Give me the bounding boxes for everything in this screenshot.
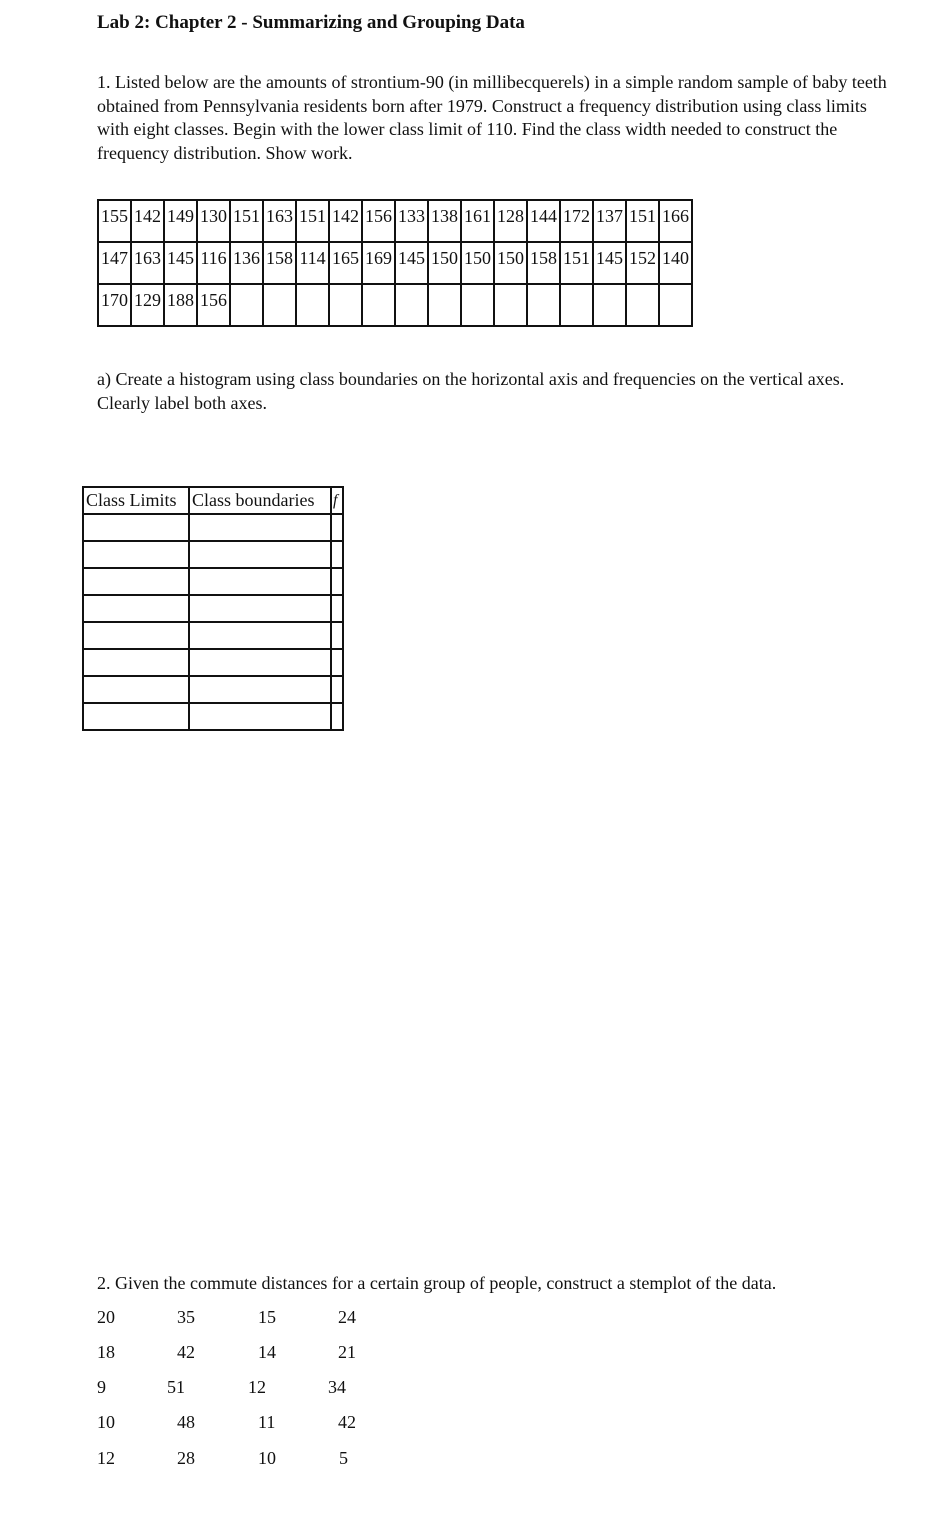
data-cell: 145 — [395, 242, 428, 284]
data-cell — [428, 284, 461, 326]
commute-distance-value: 21 — [338, 1342, 356, 1362]
data-cell: 145 — [164, 242, 197, 284]
page-title: Lab 2: Chapter 2 - Summarizing and Grouping Data — [97, 12, 525, 33]
frequency-table-cell — [83, 541, 189, 568]
commute-distance-value: 48 — [177, 1412, 195, 1432]
commute-distance-value: 24 — [338, 1307, 356, 1327]
data-row — [98, 242, 692, 284]
frequency-table-row — [83, 703, 343, 730]
data-cell: 147 — [98, 242, 131, 284]
header-class-boundaries: Class boundaries — [189, 487, 331, 514]
frequency-table-cell — [83, 514, 189, 541]
frequency-table-cell — [331, 541, 343, 568]
data-cell — [296, 284, 329, 326]
frequency-table-row — [83, 649, 343, 676]
data-cell — [395, 284, 428, 326]
data-cell: 133 — [395, 200, 428, 242]
frequency-table-row — [83, 568, 343, 595]
data-cell: 151 — [560, 242, 593, 284]
frequency-table-cell — [83, 703, 189, 730]
data-cell: 137 — [593, 200, 626, 242]
data-cell — [560, 284, 593, 326]
frequency-table-cell — [331, 676, 343, 703]
data-cell: 114 — [296, 242, 329, 284]
commute-distance-value: 42 — [177, 1342, 195, 1362]
commute-distance-value: 35 — [177, 1307, 195, 1327]
data-cell: 170 — [98, 284, 131, 326]
header-class-limits: Class Limits — [83, 487, 189, 514]
data-cell — [329, 284, 362, 326]
frequency-table-cell — [331, 568, 343, 595]
data-cell: 172 — [560, 200, 593, 242]
data-cell: 163 — [263, 200, 296, 242]
frequency-table-row — [83, 541, 343, 568]
data-cell — [527, 284, 560, 326]
question-1a-text: a) Create a histogram using class boundaries on the horizontal axis and frequencies on the vertical axes. Clearly label both axes. — [97, 369, 845, 413]
commute-distance-value: 12 — [248, 1377, 266, 1397]
data-cell: 156 — [197, 284, 230, 326]
data-cell: 152 — [626, 242, 659, 284]
data-cell: 116 — [197, 242, 230, 284]
data-row — [98, 200, 692, 242]
data-row — [98, 284, 692, 326]
data-cell: 128 — [494, 200, 527, 242]
data-cell: 166 — [659, 200, 692, 242]
question-2-text: 2. Given the commute distances for a certain group of people, construct a stemplot of the data. — [97, 1273, 777, 1293]
frequency-table-row — [83, 595, 343, 622]
frequency-table-row — [83, 676, 343, 703]
data-cell: 145 — [593, 242, 626, 284]
data-cell: 140 — [659, 242, 692, 284]
frequency-table-cell — [83, 649, 189, 676]
commute-distance-value: 10 — [97, 1412, 115, 1432]
frequency-table-cell — [331, 649, 343, 676]
data-cell: 136 — [230, 242, 263, 284]
data-cell — [626, 284, 659, 326]
data-cell: 155 — [98, 200, 131, 242]
frequency-table-cell — [189, 541, 331, 568]
strontium-data-table — [97, 199, 693, 327]
frequency-table-cell — [331, 595, 343, 622]
data-cell: 151 — [296, 200, 329, 242]
commute-distance-value: 12 — [97, 1448, 115, 1468]
frequency-table-cell — [331, 622, 343, 649]
data-cell: 165 — [329, 242, 362, 284]
commute-distance-value: 10 — [258, 1448, 276, 1468]
data-cell: 142 — [329, 200, 362, 242]
data-cell: 158 — [263, 242, 296, 284]
frequency-table-cell — [189, 622, 331, 649]
data-cell — [230, 284, 263, 326]
frequency-table-cell — [331, 703, 343, 730]
frequency-table-cell — [83, 595, 189, 622]
data-cell: 150 — [494, 242, 527, 284]
data-cell: 142 — [131, 200, 164, 242]
commute-distance-value: 20 — [97, 1307, 115, 1327]
question-1-text: 1. Listed below are the amounts of strontium-90 (in millibecquerels) in a simple random sample of baby teeth obtained from Pennsylvania residents born after 1979. Construct a frequency distribution using class limits with eight classes. Begin with the lower class limit of 110. Find the class width needed to construct the frequency distribution. Show work. — [97, 72, 887, 163]
commute-distance-value: 14 — [258, 1342, 276, 1362]
commute-distance-value: 5 — [339, 1448, 348, 1468]
data-cell: 151 — [230, 200, 263, 242]
commute-distance-value: 34 — [328, 1377, 346, 1397]
frequency-table-cell — [189, 703, 331, 730]
data-cell — [494, 284, 527, 326]
data-cell: 144 — [527, 200, 560, 242]
data-cell — [659, 284, 692, 326]
data-cell: 169 — [362, 242, 395, 284]
data-cell: 138 — [428, 200, 461, 242]
data-cell: 150 — [461, 242, 494, 284]
commute-distance-value: 15 — [258, 1307, 276, 1327]
data-cell — [263, 284, 296, 326]
commute-distance-value: 28 — [177, 1448, 195, 1468]
data-cell — [461, 284, 494, 326]
commute-distance-value: 18 — [97, 1342, 115, 1362]
data-cell: 150 — [428, 242, 461, 284]
data-cell: 151 — [626, 200, 659, 242]
frequency-table-row — [83, 514, 343, 541]
frequency-table-header-row — [83, 487, 343, 514]
frequency-distribution-table — [82, 486, 344, 731]
data-cell: 163 — [131, 242, 164, 284]
frequency-table-cell — [83, 568, 189, 595]
data-cell: 149 — [164, 200, 197, 242]
frequency-table-cell — [189, 676, 331, 703]
data-cell — [593, 284, 626, 326]
frequency-table-cell — [189, 595, 331, 622]
data-cell — [362, 284, 395, 326]
commute-distance-value: 51 — [167, 1377, 185, 1397]
commute-distance-value: 42 — [338, 1412, 356, 1432]
frequency-table-cell — [83, 676, 189, 703]
commute-distance-value: 11 — [258, 1412, 276, 1432]
data-cell: 161 — [461, 200, 494, 242]
data-cell: 156 — [362, 200, 395, 242]
data-cell: 129 — [131, 284, 164, 326]
frequency-table-cell — [189, 568, 331, 595]
data-cell: 188 — [164, 284, 197, 326]
frequency-table-cell — [83, 622, 189, 649]
frequency-table-cell — [189, 649, 331, 676]
data-cell: 158 — [527, 242, 560, 284]
frequency-table-row — [83, 622, 343, 649]
data-cell: 130 — [197, 200, 230, 242]
header-frequency: f — [331, 487, 343, 514]
frequency-table-cell — [331, 514, 343, 541]
commute-distance-value: 9 — [97, 1377, 106, 1397]
frequency-table-cell — [189, 514, 331, 541]
